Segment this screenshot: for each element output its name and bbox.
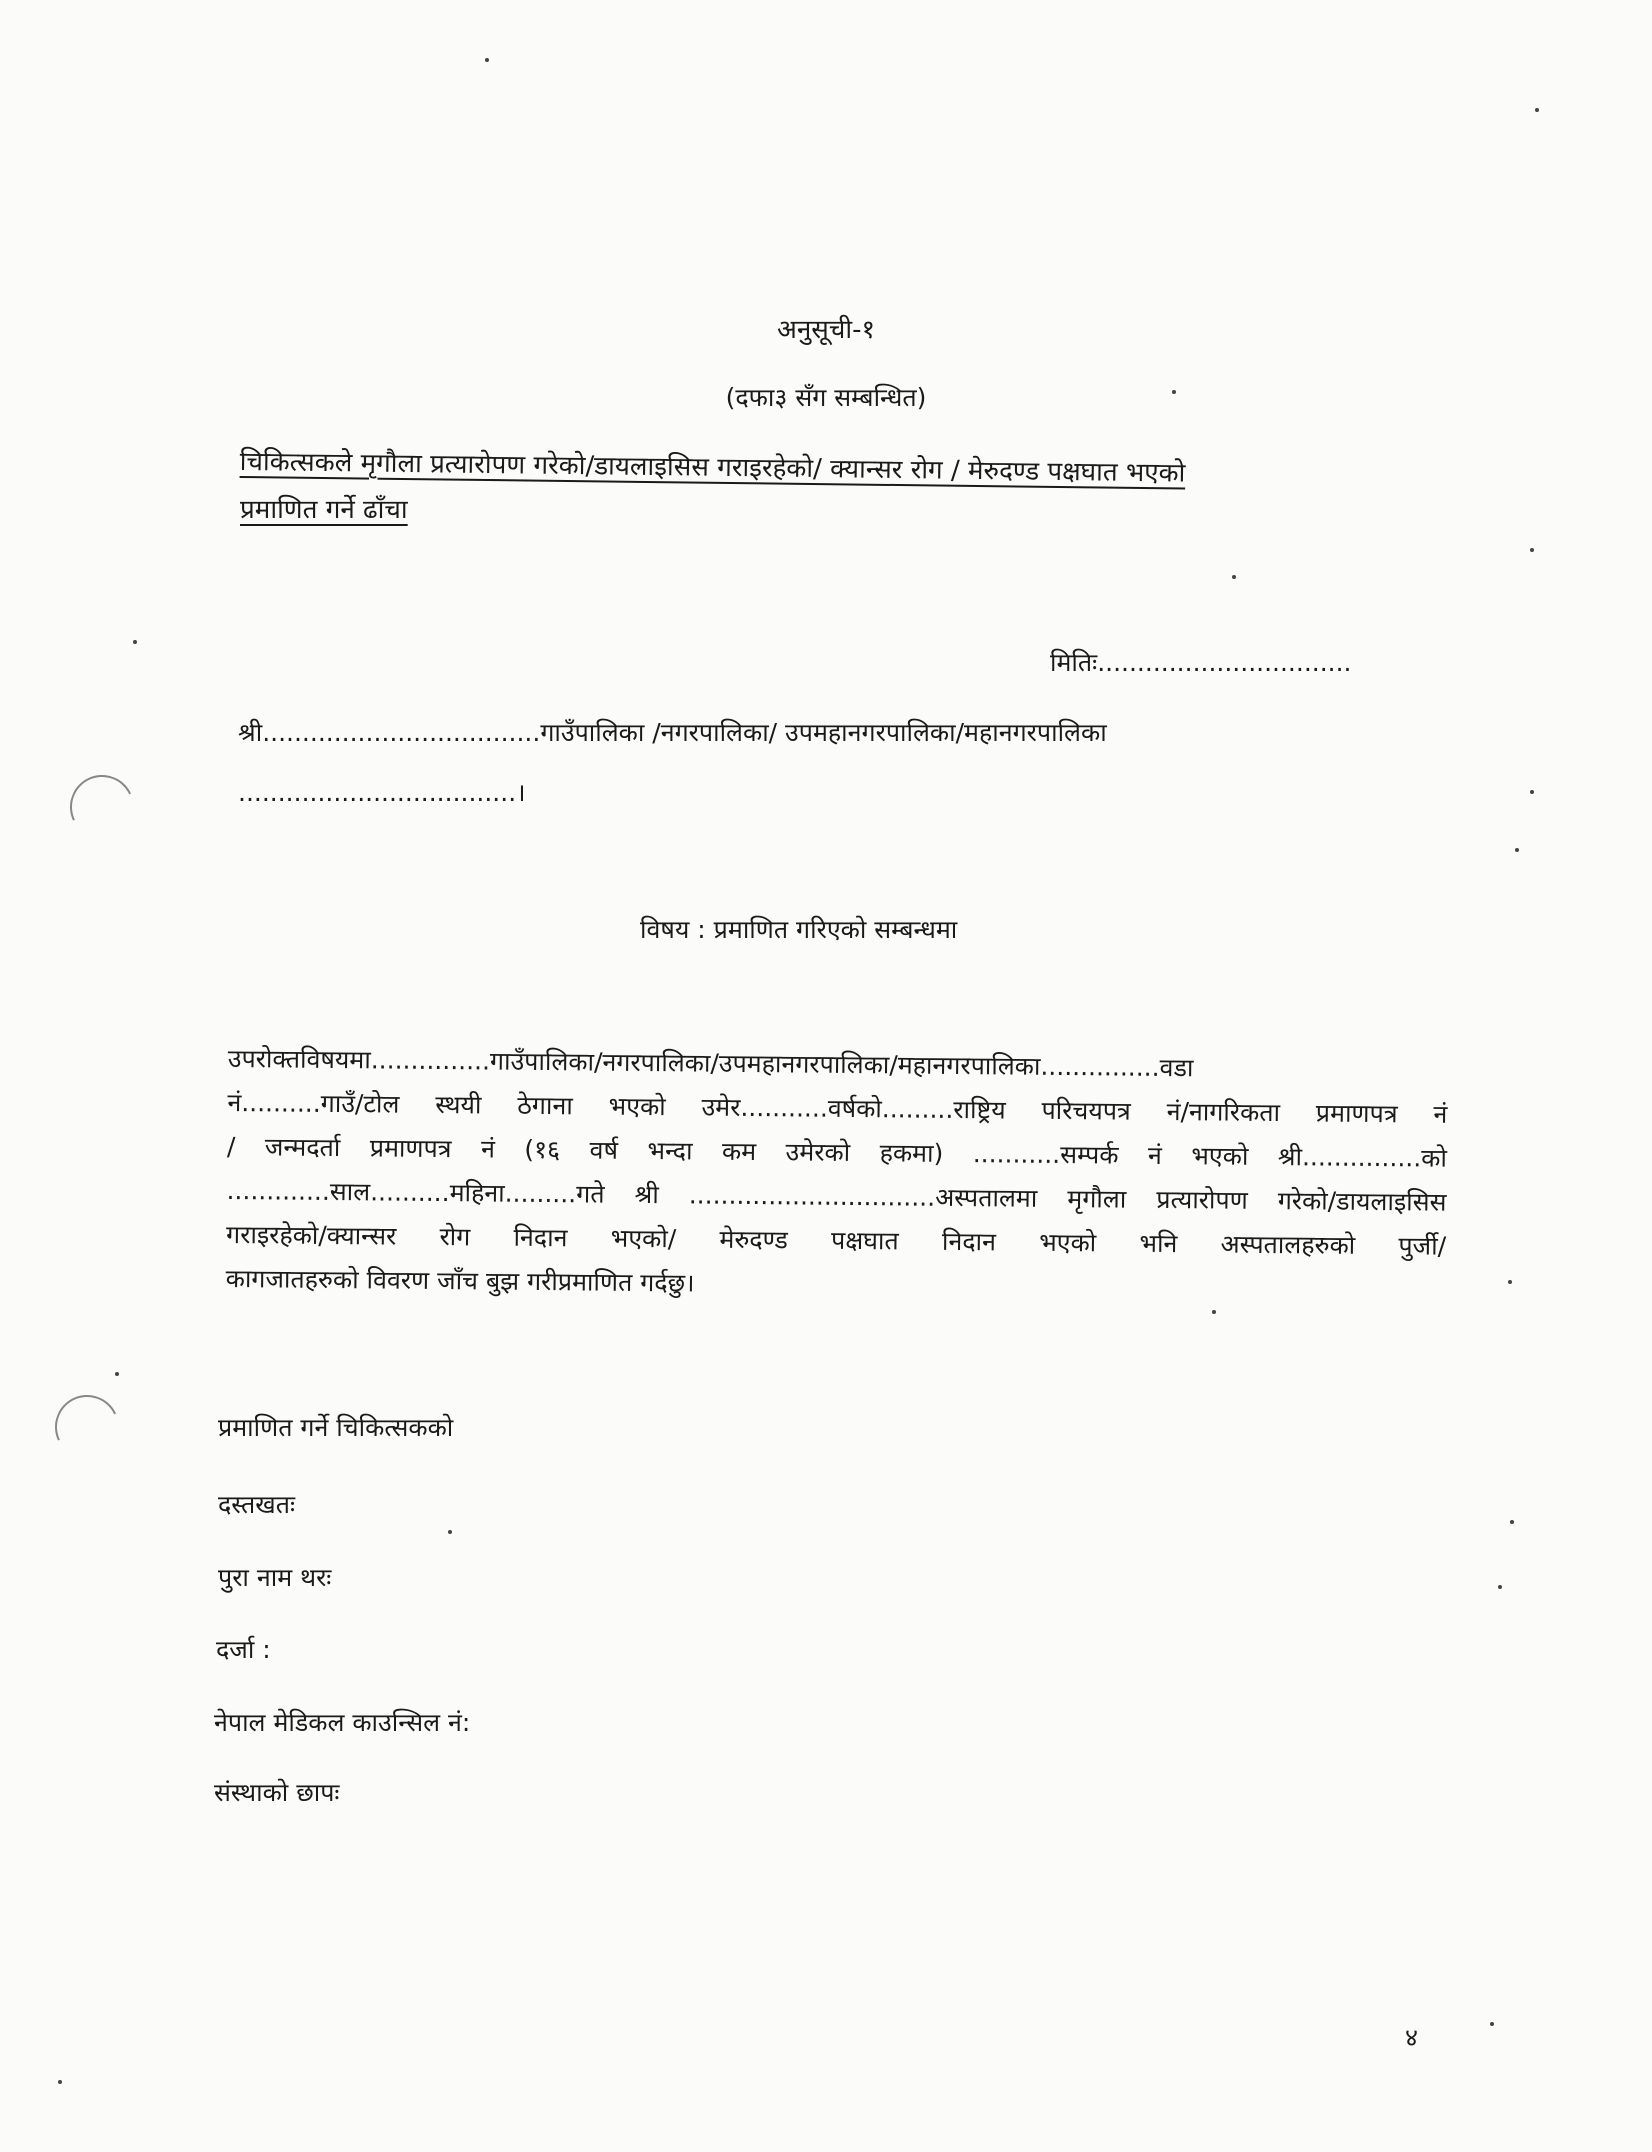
body-line-1: उपरोक्तविषयमा...............गाउँपालिका/नगरपालिका/उपमहानगरपालिका/महानगरपालिका...............वडा bbox=[227, 1043, 1194, 1083]
scan-speck bbox=[1530, 548, 1534, 552]
addressee-line1 bbox=[238, 715, 1107, 749]
scan-arc-artifact bbox=[46, 1386, 128, 1468]
signature-nmc-label: नेपाल मेडिकल काउन्सिल नं: bbox=[214, 1708, 471, 1737]
scan-speck bbox=[1510, 1520, 1514, 1524]
scan-arc-artifact bbox=[61, 766, 143, 848]
signature-rank-label: दर्जा : bbox=[216, 1635, 271, 1664]
date-label: मितिः bbox=[1050, 648, 1098, 677]
signature-name-label: पुरा नाम थरः bbox=[218, 1563, 332, 1592]
scan-speck bbox=[1515, 848, 1519, 852]
page-number: ४ bbox=[1405, 2023, 1419, 2052]
scan-speck bbox=[58, 2080, 62, 2084]
body-paragraph bbox=[226, 1040, 1448, 1309]
schedule-subheading: (दफा३ सँग सम्बन्धित) bbox=[725, 383, 927, 412]
date-line bbox=[1050, 645, 1352, 679]
subject-line: विषय : प्रमाणित गरिएको सम्बन्धमा bbox=[640, 915, 958, 944]
addressee-blank: ................................... bbox=[262, 718, 541, 747]
date-blank: ................................ bbox=[1097, 648, 1352, 677]
scan-speck bbox=[1212, 1310, 1216, 1314]
scan-speck bbox=[448, 1530, 452, 1534]
signature-stamp-label: संस्थाको छापः bbox=[214, 1778, 340, 1807]
body-line-3: / जन्मदर्ता प्रमाणपत्र नं (१६ वर्ष भन्दा कम उमेरको हकमा) ...........सम्पर्क नं भएको श्री...............को bbox=[226, 1131, 1448, 1173]
signature-sign-label: दस्तखतः bbox=[218, 1490, 296, 1519]
scan-speck bbox=[1490, 2022, 1494, 2026]
scan-speck bbox=[133, 640, 137, 644]
scan-speck bbox=[1172, 390, 1176, 394]
scan-speck bbox=[115, 1372, 119, 1376]
body-line-4: .............साल..........महिना.........गते श्री ...............................अस्पतालमा मृगौला प्रत्यारोपण गरेको/डायलाइसिस bbox=[226, 1175, 1447, 1217]
form-title-line2: प्रमाणित गर्ने ढाँचा bbox=[240, 495, 408, 525]
scan-speck bbox=[1498, 1585, 1502, 1589]
scan-speck bbox=[485, 58, 489, 62]
form-title-line1: चिकित्सकले मृगौला प्रत्यारोपण गरेको/डायलाइसिस गराइरहेको/ क्यान्सर रोग / मेरुदण्ड पक्षघात भएको bbox=[239, 446, 1186, 489]
schedule-heading: अनुसूची-१ bbox=[776, 315, 876, 345]
scan-speck bbox=[1535, 108, 1539, 112]
scan-speck bbox=[1530, 790, 1534, 794]
body-line-2: नं..........गाउँ/टोल स्थयी ठेगाना भएको उमेर...........वर्षको.........राष्ट्रिय परिचयपत्र नं/नागरिकता प्रमाणपत्र नं bbox=[227, 1087, 1448, 1129]
scan-speck bbox=[1232, 575, 1236, 579]
signature-heading: प्रमाणित गर्ने चिकित्सकको bbox=[218, 1413, 454, 1442]
scan-speck bbox=[1508, 1280, 1512, 1284]
addressee-prefix: श्री bbox=[238, 718, 263, 747]
addressee-line2: ...................................। bbox=[238, 778, 526, 807]
addressee-suffix: गाउँपालिका /नगरपालिका/ उपमहानगरपालिका/महानगरपालिका bbox=[540, 718, 1107, 747]
body-line-5: गराइरहेको/क्यान्सर रोग निदान भएको/ मेरुदण्ड पक्षघात निदान भएको भनि अस्पतालहरुको पुर्जी/ bbox=[225, 1219, 1447, 1261]
body-line-6: कागजातहरुको विवरण जाँच बुझ गरीप्रमाणित गर्दछु। bbox=[225, 1263, 695, 1298]
